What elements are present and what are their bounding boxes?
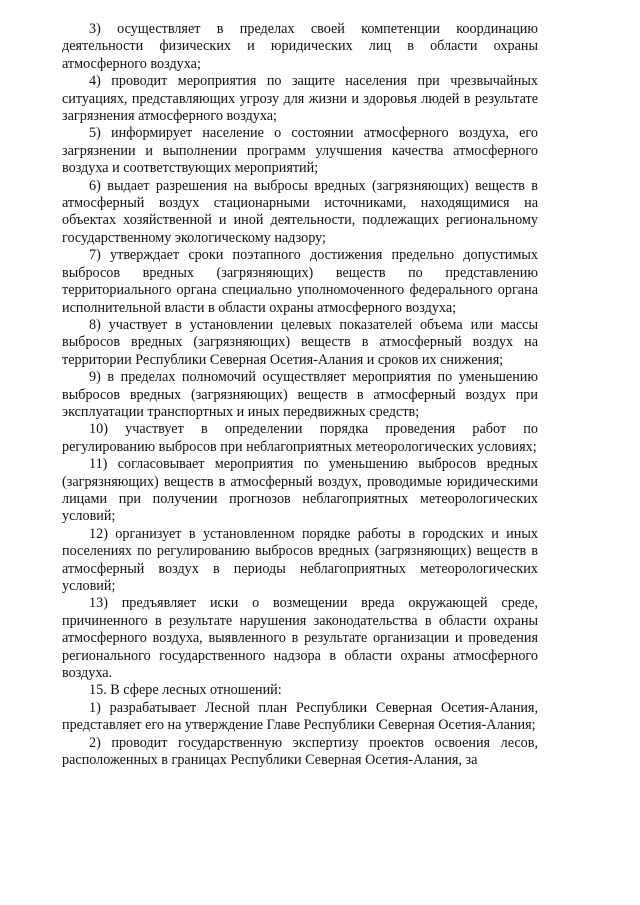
paragraph-item-12: 12) организует в установленном порядке работы в городских и иных поселениях по регулированию выбросов вредных (загрязняющих) веществ в атмосферный воздух в периоды неблагоприятных метеорологических условий; — [62, 525, 538, 594]
paragraph-forest-2: 2) проводит государственную экспертизу проектов освоения лесов, расположенных в границах Республики Северная Осетия-Алания, за — [62, 734, 538, 769]
paragraph-item-9: 9) в пределах полномочий осуществляет мероприятия по уменьшению выбросов вредных (загрязняющих) веществ в атмосферный воздух при эксплуатации транспортных и иных передвижных средств; — [62, 369, 538, 420]
section-heading-15: 15. В сфере лесных отношений: — [89, 682, 282, 699]
paragraph-item-11: 11) согласовывает мероприятия по уменьшению выбросов вредных (загрязняющих) веществ в атмосферный воздух, проводимые юридическими лицами при получении прогнозов неблагоприятных метеорологических условий; — [62, 456, 538, 525]
paragraph-item-8: 8) участвует в установлении целевых показателей объема или массы выбросов вредных (загрязняющих) веществ в атмосферный воздух на территории Республики Северная Осетия-Алания и сроков их снижения; — [62, 316, 538, 368]
paragraph-item-10: 10) участвует в определении порядка проведения работ по регулированию выбросов при неблагоприятных метеорологических условиях; — [62, 421, 538, 455]
paragraph-item-4: 4) проводит мероприятия по защите населения при чрезвычайных ситуациях, представляющих угрозу для жизни и здоровья людей в результате загрязнения атмосферного воздуха; — [62, 73, 538, 125]
paragraph-item-7: 7) утверждает сроки поэтапного достижения предельно допустимых выбросов вредных (загрязняющих) веществ по представлению территориального органа специально уполномоченного федерального органа исполнительной власти в области охраны атмосферного воздуха; — [62, 247, 538, 316]
paragraph-item-3: 3) осуществляет в пределах своей компетенции координацию деятельности физических и юридических лиц в области охраны атмосферного воздуха; — [62, 21, 538, 72]
paragraph-item-6: 6) выдает разрешения на выбросы вредных (загрязняющих) веществ в атмосферный воздух стационарными источниками, находящимися на объектах хозяйственной и иной деятельности, подлежащих региональному государственному экологическому надзору; — [62, 177, 538, 246]
document-text — [62, 21, 538, 769]
paragraph-forest-1: 1) разрабатывает Лесной план Республики Северная Осетия-Алания, представляет его на утверждение Главе Республики Северная Осетия-Алания; — [62, 699, 538, 734]
paragraph-item-13: 13) предъявляет иски о возмещении вреда окружающей среде, причиненного в результате нарушения законодательства в области охраны атмосферного воздуха, выявленного в результате организации и проведения регионального государственного надзора в области охраны атмосферного воздуха. — [62, 595, 538, 682]
paragraph-item-5: 5) информирует население о состоянии атмосферного воздуха, его загрязнении и выполнении программ улучшения качества атмосферного воздуха и соответствующих мероприятий; — [62, 125, 538, 177]
